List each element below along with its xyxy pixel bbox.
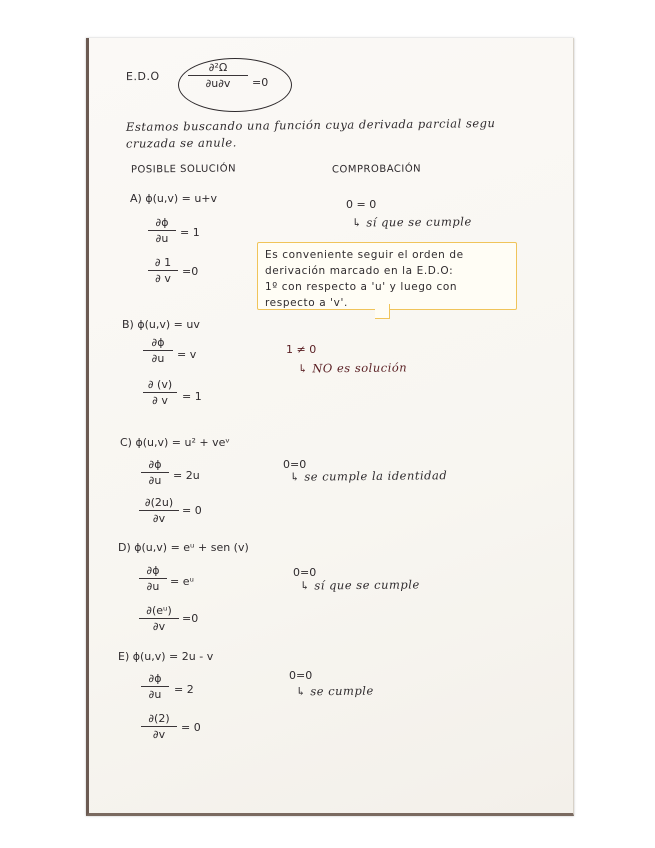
section-c-d2-rhs: = 0	[182, 504, 202, 517]
section-b-derivative-1	[143, 336, 173, 365]
section-d-title: D) ϕ(u,v) = eᵘ + sen (v)	[118, 541, 249, 554]
section-e-d1-den: ∂u	[148, 688, 162, 701]
section-c-title: C) ϕ(u,v) = u² + veᵛ	[120, 436, 230, 449]
section-e-check-note: ↳ se cumple	[295, 683, 374, 699]
fraction-bar	[139, 578, 167, 579]
section-e-d1-num: ∂ϕ	[148, 672, 162, 685]
section-d-d1-den: ∂u	[146, 580, 160, 593]
section-d-derivative-2	[139, 604, 179, 633]
section-a-d1-rhs: = 1	[180, 226, 200, 239]
section-d-d1-rhs: = eᵘ	[170, 575, 194, 588]
section-a-d2-den: ∂ v	[155, 272, 171, 285]
section-c-d2-den: ∂v	[152, 512, 166, 525]
intro-line-1: Estamos buscando una función cuya derivada parcial segu	[125, 116, 496, 134]
column-comprobacion: COMPROBACIÓN	[331, 163, 422, 176]
section-c-d1-num: ∂ϕ	[148, 458, 162, 471]
note-line-4: respecto a 'v'.	[265, 297, 348, 309]
section-c-check-note: ↳ se cumple la identidad	[289, 468, 448, 484]
pde-equals-zero: =0	[252, 76, 269, 89]
pde-numerator: ∂²Ω	[208, 61, 228, 74]
section-b-check-note: ↳ NO es solución	[297, 360, 408, 376]
fraction-bar	[141, 472, 169, 473]
section-e-d1-rhs: = 2	[174, 683, 194, 696]
section-b-check: 1 ≠ 0	[286, 343, 317, 356]
section-d-d1-num: ∂ϕ	[146, 564, 160, 577]
section-b-d2-rhs: = 1	[182, 390, 202, 403]
fraction-bar	[148, 230, 176, 231]
pde-fraction	[188, 61, 248, 90]
section-b-derivative-2	[143, 378, 177, 407]
section-e-d2-num: ∂(2)	[148, 712, 170, 725]
section-c-derivative-2	[139, 496, 179, 525]
section-a-d1-den: ∂u	[155, 232, 169, 245]
fraction-bar	[143, 350, 173, 351]
section-b-d1-num: ∂ϕ	[151, 336, 165, 349]
fraction-bar	[143, 392, 177, 393]
section-e-check: 0=0	[289, 669, 313, 682]
section-c-derivative-1	[141, 458, 169, 487]
section-a-derivative-2	[148, 256, 178, 285]
section-c-d1-den: ∂u	[148, 474, 162, 487]
section-e-d2-den: ∂v	[152, 728, 166, 741]
section-d-d2-rhs: =0	[182, 612, 199, 625]
section-e-d2-rhs: = 0	[181, 721, 201, 734]
section-d-check: 0=0	[293, 566, 317, 579]
pde-denominator: ∂u∂v	[205, 77, 231, 90]
section-b-d1-rhs: = v	[177, 348, 197, 361]
section-c-d1-rhs: = 2u	[173, 469, 200, 482]
note-line-3: 1º con respecto a 'u' y luego con	[265, 281, 458, 293]
fraction-bar	[139, 618, 179, 619]
edo-label: E.D.O	[125, 69, 160, 84]
section-e-derivative-1	[141, 672, 169, 701]
section-b-d1-den: ∂u	[151, 352, 165, 365]
section-b-d2-den: ∂ v	[152, 394, 168, 407]
note-box-tab	[375, 304, 390, 319]
section-d-check-note: ↳ sí que se cumple	[299, 577, 420, 593]
section-a-d1-num: ∂ϕ	[155, 216, 169, 229]
fraction-bar	[141, 726, 177, 727]
fraction-bar	[141, 686, 169, 687]
note-line-2: derivación marcado en la E.D.O:	[265, 265, 454, 277]
section-a-derivative-1	[148, 216, 176, 245]
section-e-title: E) ϕ(u,v) = 2u - v	[118, 650, 214, 663]
section-d-derivative-1	[139, 564, 167, 593]
intro-line-2: cruzada se anule.	[125, 135, 237, 151]
fraction-bar	[148, 270, 178, 271]
column-posible-solucion: POSIBLE SOLUCIÓN	[130, 163, 237, 176]
section-d-d2-den: ∂v	[152, 620, 166, 633]
section-d-d2-num: ∂(eᵘ)	[146, 604, 172, 617]
section-c-check: 0=0	[283, 458, 307, 471]
section-a-check: 0 = 0	[346, 198, 377, 211]
fraction-bar	[139, 510, 179, 511]
section-a-d2-num: ∂ 1	[154, 256, 172, 269]
section-c-d2-num: ∂(2u)	[144, 496, 174, 509]
note-line-1: Es conveniente seguir el orden de	[265, 249, 464, 261]
section-a-check-note: ↳ sí que se cumple	[351, 214, 472, 230]
section-e-derivative-2	[141, 712, 177, 741]
section-a-title: A) ϕ(u,v) = u+v	[130, 192, 218, 205]
section-a-d2-rhs: =0	[182, 265, 199, 278]
section-b-d2-num: ∂ (v)	[147, 378, 173, 391]
pde-fraction-bar	[188, 75, 248, 76]
section-b-title: B) ϕ(u,v) = uv	[122, 318, 200, 331]
